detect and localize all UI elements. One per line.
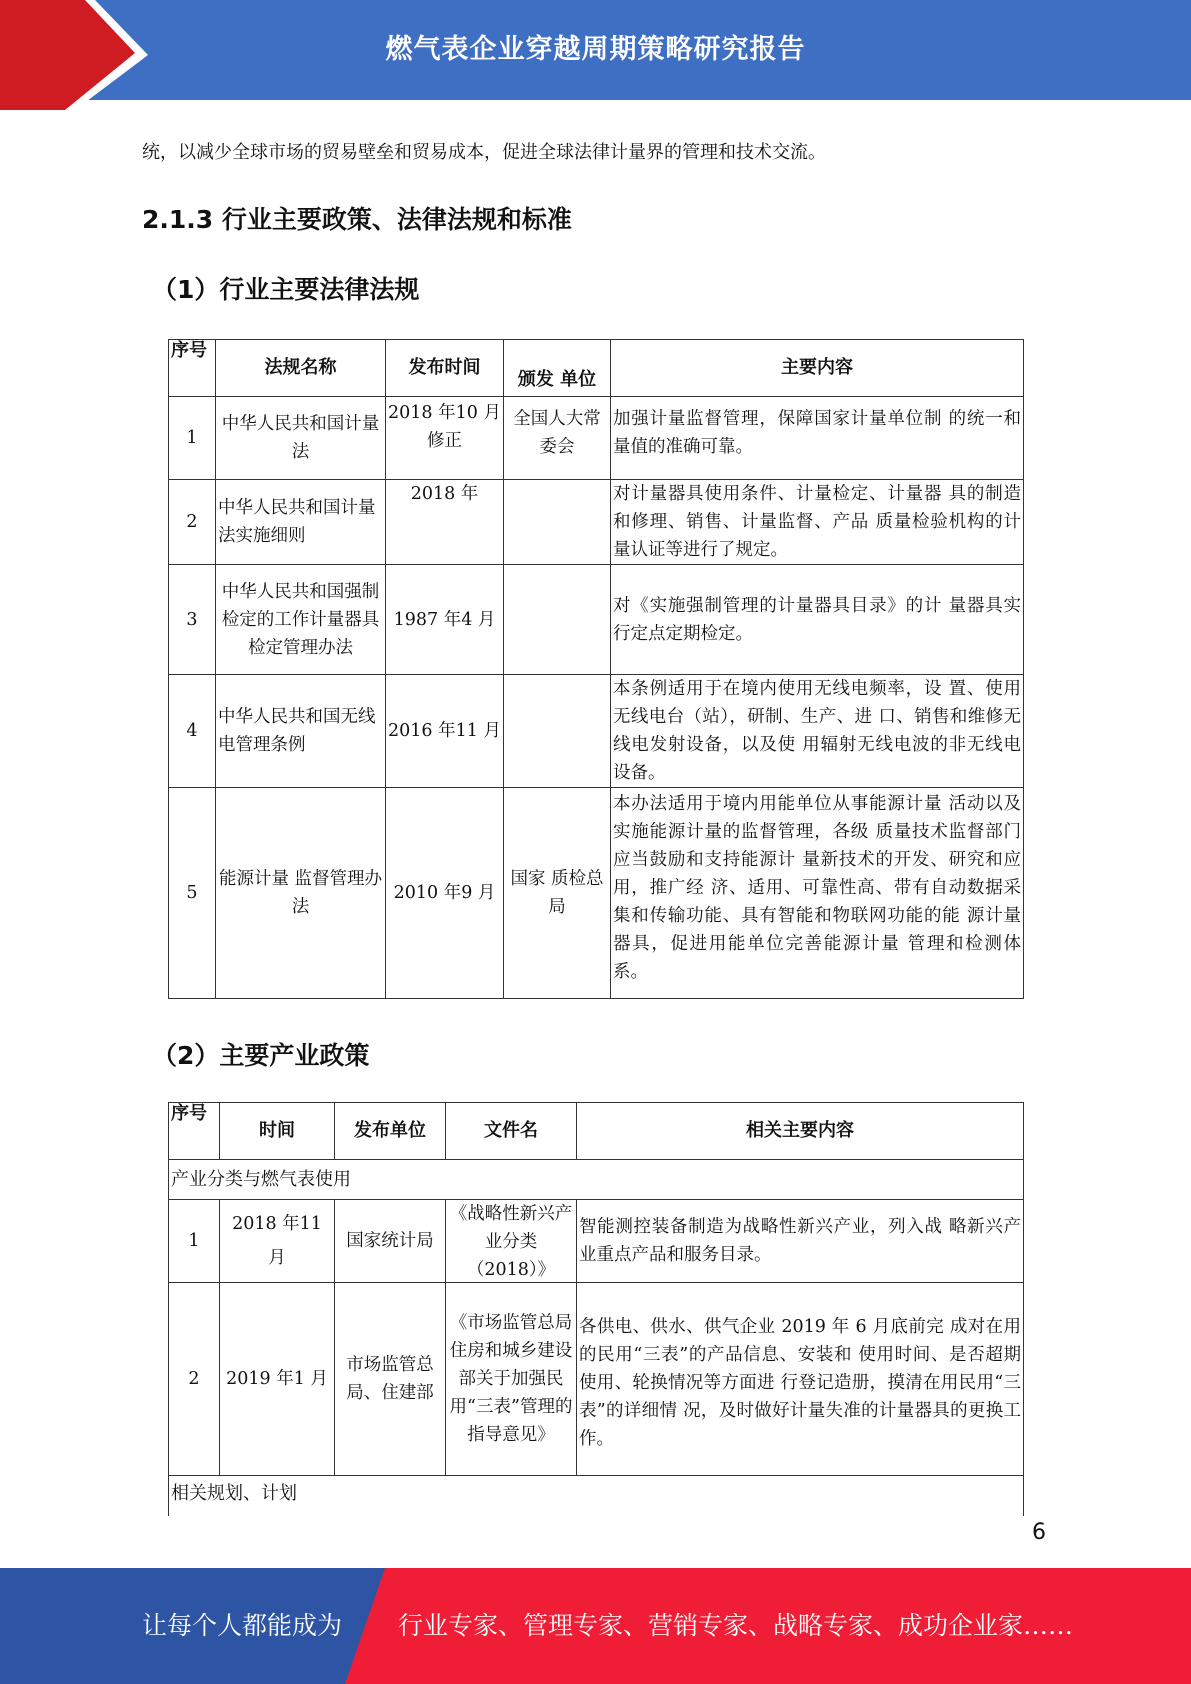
law-issuer xyxy=(504,675,611,788)
law-content: 对计量器具使用条件、计量检定、计量器 具的制造和修理、销售、计量监督、产品 质量检验机构的计量认证等进行了规定。 xyxy=(611,480,1024,565)
law-issuer xyxy=(504,480,611,565)
law-seq: 2 xyxy=(169,480,216,565)
header-title: 燃气表企业穿越周期策略研究报告 xyxy=(385,34,806,65)
policy-content: 各供电、供水、供气企业 2019 年 6 月底前完 成对在用的民用“三表”的产品信息、安装和 使用时间、是否超期使用、轮换情况等方面进 行登记造册，摸清在用民用“三表”的详细情 况，及时做好计量失准的计量器具的更换工 作。 xyxy=(577,1283,1024,1476)
policy-seq: 1 xyxy=(169,1200,220,1283)
law-issuer: 全国人大常委会 xyxy=(504,397,611,480)
policy-date: 2018 年11 月 xyxy=(220,1200,335,1283)
table-row xyxy=(169,480,1024,565)
law-content: 加强计量监督管理，保障国家计量单位制 的统一和量值的准确可靠。 xyxy=(611,397,1024,480)
laws-header-name: 法规名称 xyxy=(216,340,386,397)
policy-doc: 《战略性新兴产业分类（2018）》 xyxy=(449,1204,573,1280)
footer-slogan-left: 让每个人都能成为 xyxy=(142,1611,343,1640)
policies-header-content: 相关主要内容 xyxy=(577,1103,1024,1160)
category-row xyxy=(169,1476,1024,1516)
footer-slogan-right: 行业专家、管理专家、营销专家、战略专家、成功企业家…… xyxy=(398,1611,1074,1640)
category-row xyxy=(169,1160,1024,1200)
laws-header-content: 主要内容 xyxy=(611,340,1024,397)
laws-table xyxy=(168,339,1024,999)
law-name: 中华人民共和国无线电管理条例 xyxy=(216,675,386,788)
policy-issuer: 市场监管总局、住建部 xyxy=(335,1283,446,1476)
law-date: 2018 年 xyxy=(386,480,504,565)
laws-header-seq: 序号 xyxy=(169,340,216,397)
laws-header-row xyxy=(169,340,1024,397)
law-name: 能源计量 监督管理办法 xyxy=(216,788,386,999)
law-content: 本条例适用于在境内使用无线电频率，设 置、使用无线电台（站），研制、生产、进 口、销售和维修无线电发射设备，以及使 用辐射无线电波的非无线电设备。 xyxy=(611,675,1024,788)
policies-header-seq: 序号 xyxy=(169,1103,220,1160)
table-row xyxy=(169,397,1024,480)
table-row xyxy=(169,1200,1024,1283)
law-content: 本办法适用于境内用能单位从事能源计量 活动以及实施能源计量的监督管理，各级 质量技术监督部门应当鼓励和支持能源计 量新技术的开发、研究和应用，推广经 济、适用、可靠性高、带有自动数据采集和传输功能、具有智能和物联网功能的能 源计量器具，促进用能单位完善能源计量 管理和检测体系。 xyxy=(611,788,1024,999)
law-issuer xyxy=(504,565,611,675)
law-name: 中华人民共和国计量法 xyxy=(216,397,386,480)
policy-seq: 2 xyxy=(169,1283,220,1476)
law-date: 2018 年10 月修正 xyxy=(388,403,501,451)
law-date: 2016 年11 月 xyxy=(386,675,504,788)
page-header xyxy=(0,0,1191,110)
table-row xyxy=(169,675,1024,788)
table-row xyxy=(169,788,1024,999)
table-row xyxy=(169,1283,1024,1476)
policies-header-issuer: 发布单位 xyxy=(335,1103,446,1160)
page-number: 6 xyxy=(1032,1520,1046,1545)
law-seq: 4 xyxy=(169,675,216,788)
law-name: 中华人民共和国计量法实施细则 xyxy=(216,480,386,565)
table-row xyxy=(169,565,1024,675)
laws-header-issuer: 颁发 单位 xyxy=(504,340,611,397)
policies-table xyxy=(168,1102,1024,1516)
law-name: 中华人民共和国强制检定的工作计量器具检定管理办法 xyxy=(216,565,386,675)
policies-header-row xyxy=(169,1103,1024,1160)
law-date: 1987 年4 月 xyxy=(386,565,504,675)
law-content: 对《实施强制管理的计量器具目录》的计 量器具实行定点定期检定。 xyxy=(611,565,1024,675)
category-label: 产业分类与燃气表使用 xyxy=(169,1160,1024,1200)
laws-heading: （1）行业主要法律法规 xyxy=(152,275,420,304)
policy-content: 智能测控装备制造为战略性新兴产业，列入战 略新兴产业重点产品和服务目录。 xyxy=(577,1200,1024,1283)
law-issuer: 国家 质检总局 xyxy=(504,788,611,999)
law-seq: 3 xyxy=(169,565,216,675)
page-footer xyxy=(0,1568,1191,1684)
policy-doc: 《市场监管总局住房和城乡建设部关于加强民用“三表”管理的指导意见》 xyxy=(446,1283,577,1476)
law-seq: 5 xyxy=(169,788,216,999)
category-label: 相关规划、计划 xyxy=(169,1476,1024,1516)
section-heading: 2.1.3 行业主要政策、法律法规和标准 xyxy=(142,205,572,234)
policies-header-doc: 文件名 xyxy=(446,1103,577,1160)
policies-header-date: 时间 xyxy=(220,1103,335,1160)
intro-paragraph: 统，以减少全球市场的贸易壁垒和贸易成本，促进全球法律计量界的管理和技术交流。 xyxy=(142,142,826,163)
law-seq: 1 xyxy=(169,397,216,480)
law-date: 2010 年9 月 xyxy=(386,788,504,999)
policy-issuer: 国家统计局 xyxy=(335,1200,446,1283)
laws-header-date: 发布时间 xyxy=(386,340,504,397)
policies-heading: （2）主要产业政策 xyxy=(152,1041,370,1070)
policy-date: 2019 年1 月 xyxy=(220,1283,335,1476)
